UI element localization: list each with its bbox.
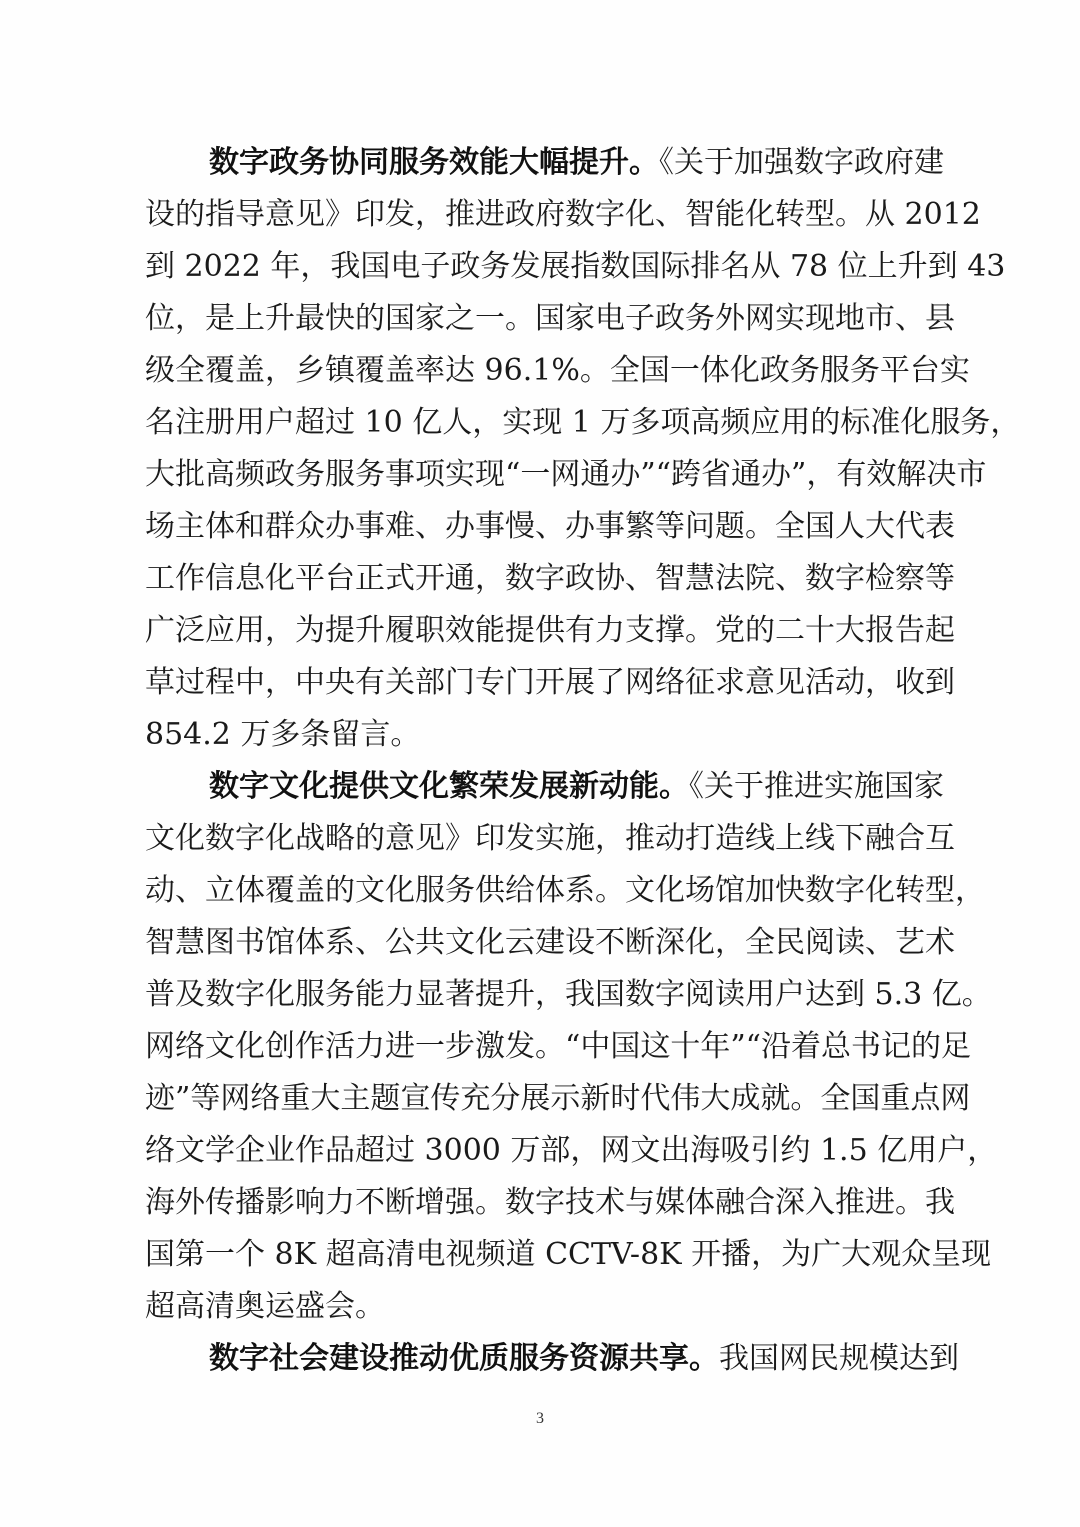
paragraph-heading: 数字政务协同服务效能大幅提升。 — [209, 145, 659, 180]
text-line: 超高清奥运盛会。 — [145, 1289, 385, 1324]
text-line: 动、立体覆盖的文化服务供给体系。文化场馆加快数字化转型， — [145, 873, 985, 908]
text-line: 草过程中，中央有关部门专门开展了网络征求意见活动，收到 — [145, 665, 955, 700]
text-line: 迹”等网络重大主题宣传充分展示新时代伟大成就。全国重点网 — [145, 1081, 971, 1116]
paragraph-digital-culture — [145, 761, 998, 1333]
text-line: 络文学企业作品超过 3000 万部，网文出海吸引约 1.5 亿用户， — [145, 1133, 998, 1168]
text-line: 普及数字化服务能力显著提升，我国数字阅读用户达到 5.3 亿。 — [145, 977, 992, 1012]
text-line: 智慧图书馆体系、公共文化云建设不断深化，全民阅读、艺术 — [145, 925, 955, 960]
text-line: 数字文化提供文化繁荣发展新动能。《关于推进实施国家 — [209, 769, 944, 804]
text-line: 位，是上升最快的国家之一。国家电子政务外网实现地市、县 — [145, 301, 955, 336]
body-text — [145, 137, 1021, 1385]
paragraph-heading: 数字社会建设推动优质服务资源共享。 — [209, 1341, 719, 1376]
paragraph-digital-government — [145, 137, 1021, 761]
text-line: 到 2022 年，我国电子政务发展指数国际排名从 78 位上升到 43 — [145, 249, 1006, 284]
text-line: 数字政务协同服务效能大幅提升。《关于加强数字政府建 — [209, 145, 944, 180]
text-line: 场主体和群众办事难、办事慢、办事繁等问题。全国人大代表 — [145, 509, 955, 544]
text-line: 级全覆盖，乡镇覆盖率达 96.1%。全国一体化政务服务平台实 — [145, 353, 970, 388]
text-line: 网络文化创作活力进一步激发。“中国这十年”“沿着总书记的足 — [145, 1029, 972, 1064]
text-line: 设的指导意见》印发，推进政府数字化、智能化转型。从 2012 — [145, 197, 981, 232]
paragraph-digital-society — [145, 1333, 959, 1385]
text-line: 文化数字化战略的意见》印发实施，推动打造线上线下融合互 — [145, 821, 955, 856]
text-line: 工作信息化平台正式开通，数字政协、智慧法院、数字检察等 — [145, 561, 955, 596]
text-line: 名注册用户超过 10 亿人，实现 1 万多项高频应用的标准化服务， — [145, 405, 1021, 440]
text-line: 数字社会建设推动优质服务资源共享。我国网民规模达到 — [209, 1341, 959, 1376]
text-line: 854.2 万多条留言。 — [145, 717, 421, 752]
text-line: 海外传播影响力不断增强。数字技术与媒体融合深入推进。我 — [145, 1185, 955, 1220]
text-line: 大批高频政务服务事项实现“一网通办”“跨省通办”，有效解决市 — [145, 457, 987, 492]
page-number: 3 — [536, 1410, 544, 1427]
text-line: 广泛应用，为提升履职效能提供有力支撑。党的二十大报告起 — [145, 613, 955, 648]
text-line: 国第一个 8K 超高清电视频道 CCTV-8K 开播，为广大观众呈现 — [145, 1237, 992, 1272]
paragraph-heading: 数字文化提供文化繁荣发展新动能。 — [209, 769, 689, 804]
